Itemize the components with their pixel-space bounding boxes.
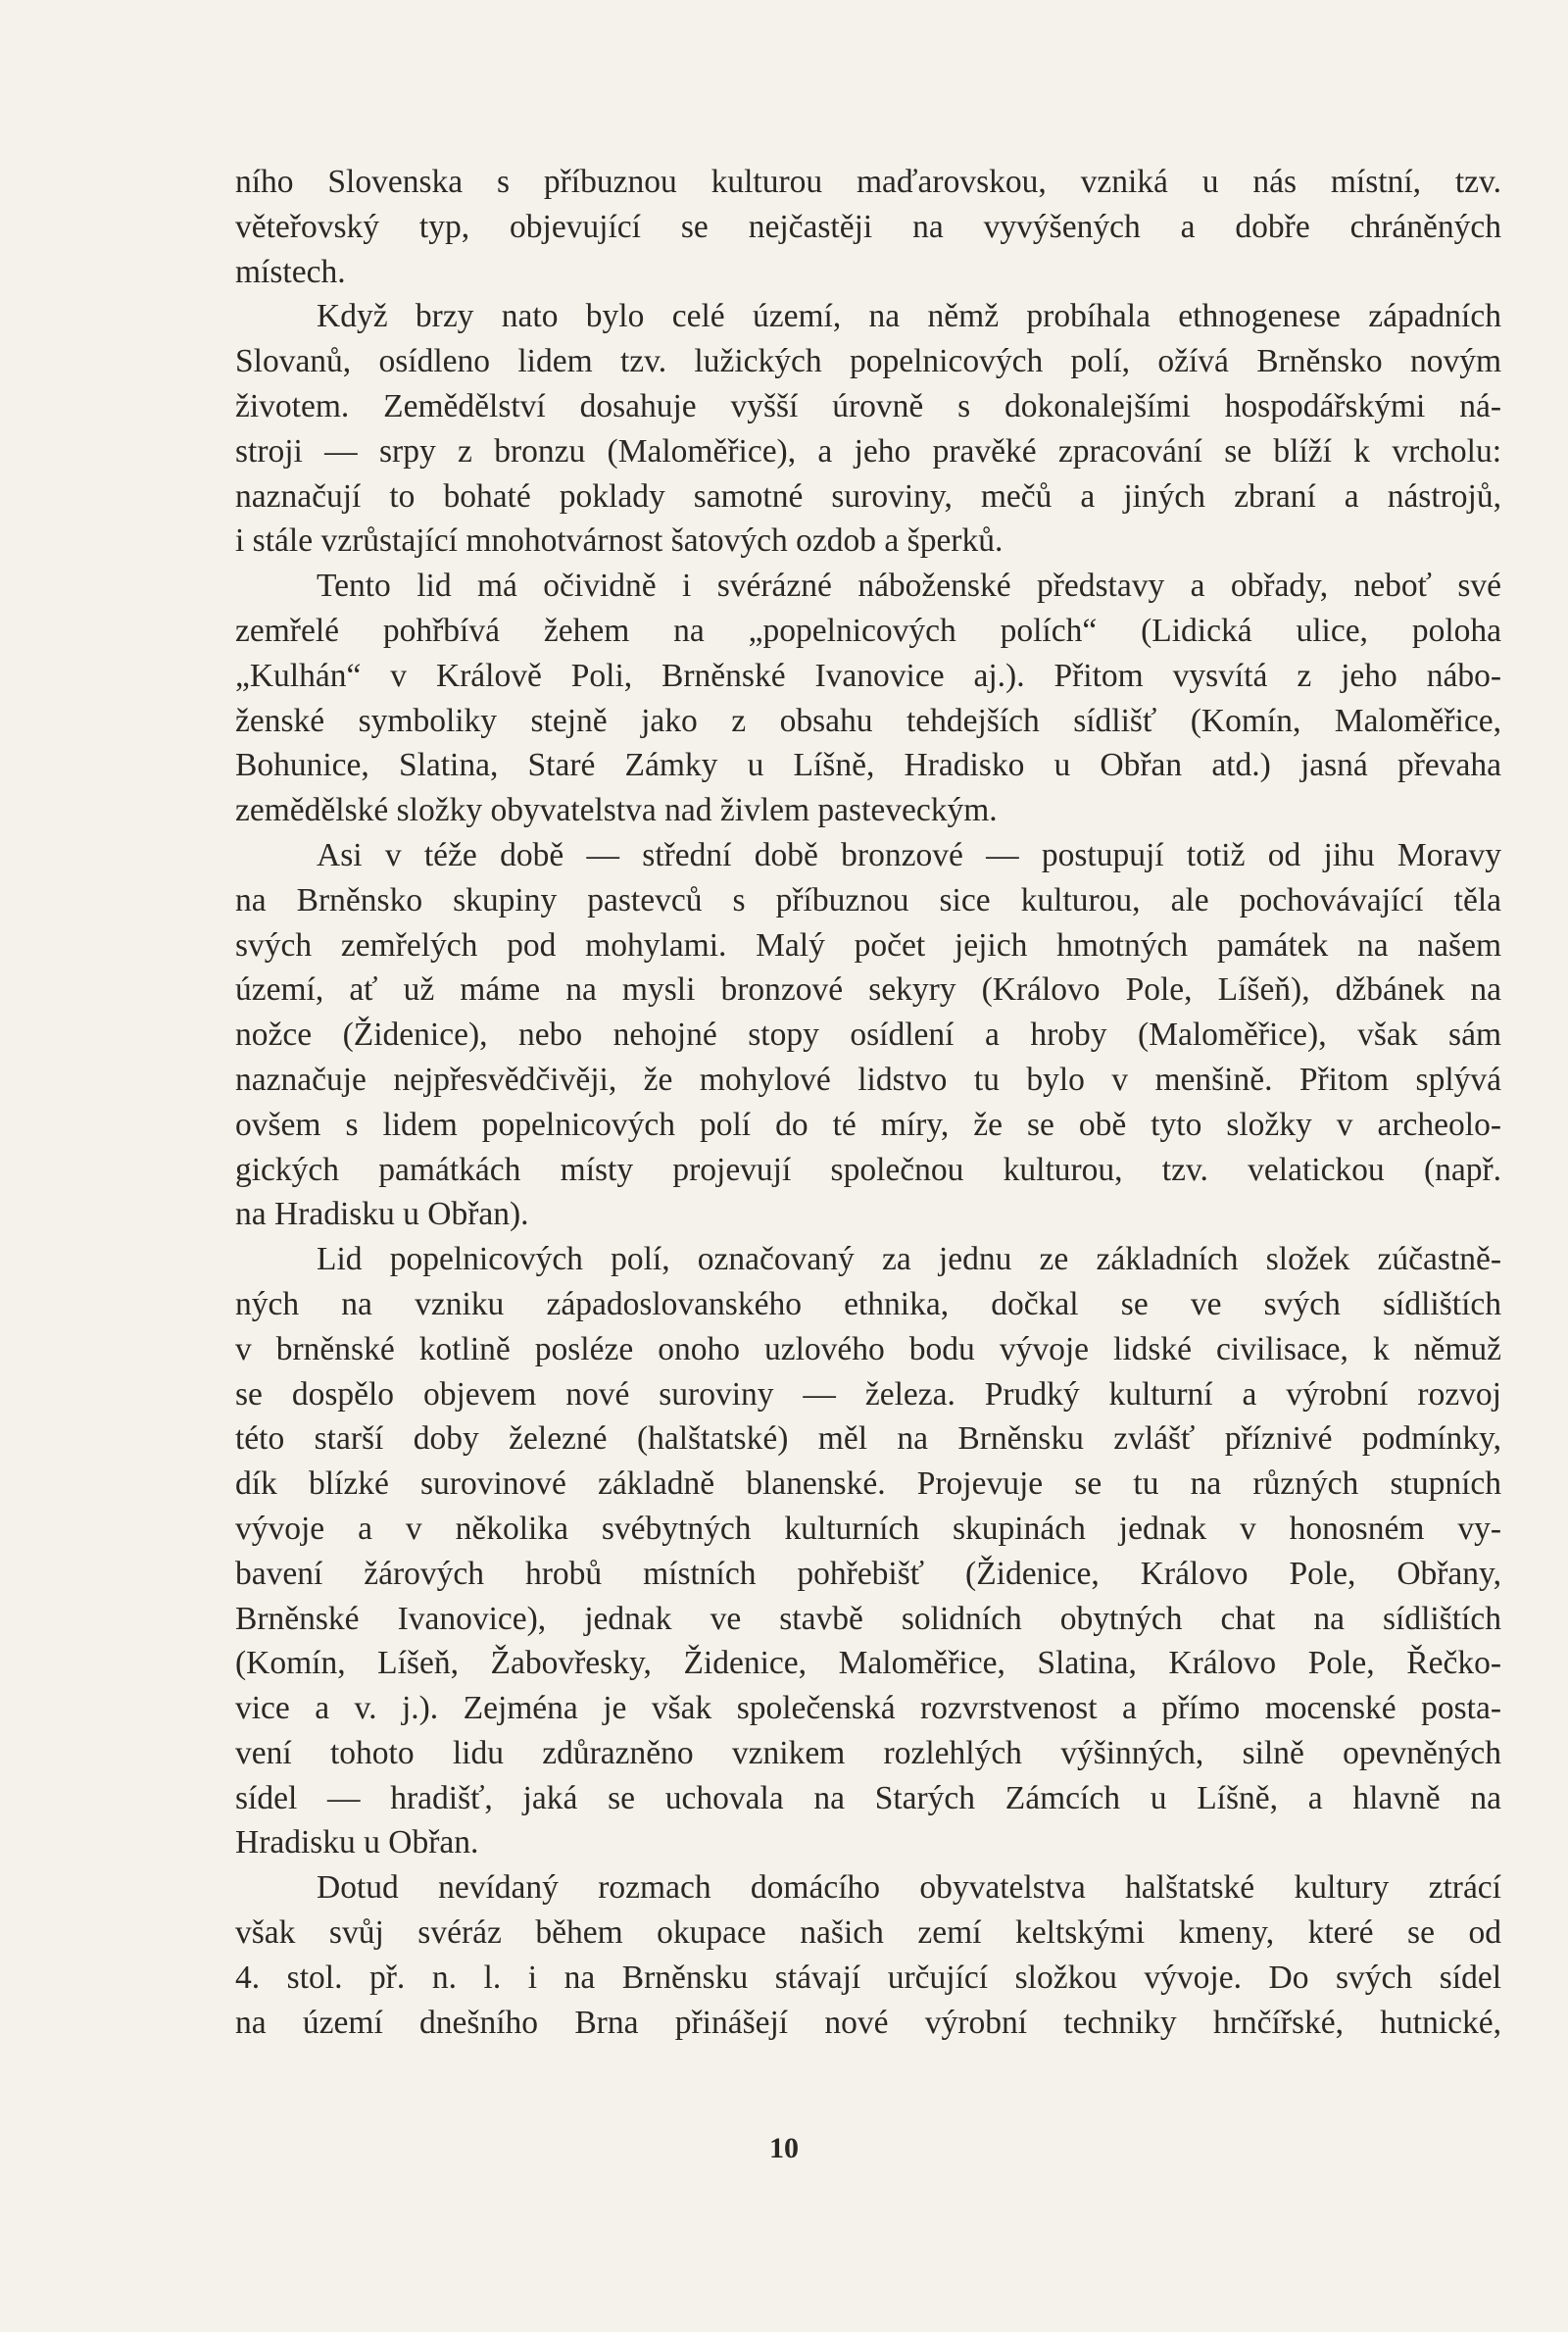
text-line: věteřovský typ, objevující se nejčastěji na vyvýšených a dobře chráněných — [235, 208, 1501, 245]
text-line: území, ať už máme na mysli bronzové sekyry (Královo Pole, Líšeň), džbánek na — [235, 971, 1501, 1009]
text-line: v brněnské kotlině posléze onoho uzlového bodu vývoje lidské civilisace, k němuž — [235, 1330, 1501, 1367]
paragraph-start-line: Asi v téže době — střední době bronzové — postupují totiž od jihu Moravy — [317, 836, 1501, 873]
text-line: naznačují to bohaté poklady samotné suroviny, mečů a jiných zbraní a nástrojů, — [235, 477, 1501, 515]
text-line: ovšem s lidem popelnicových polí do té míry, že se obě tyto složky v archeolo- — [235, 1106, 1501, 1143]
text-line: dík blízké surovinové základně blanenské. Projevuje se tu na různých stupních — [235, 1465, 1501, 1503]
text-line: Bohunice, Slatina, Staré Zámky u Líšně, Hradisko u Obřan atd.) jasná převaha — [235, 747, 1501, 784]
paragraph-start-line: Lid popelnicových polí, označovaný za jednu ze základních složek zúčastně- — [317, 1241, 1501, 1278]
text-line: (Komín, Líšeň, Žabovřesky, Židenice, Maloměřice, Slatina, Královo Pole, Řečko- — [235, 1645, 1501, 1682]
text-line: naznačuje nejpřesvědčivěji, že mohylové lidstvo tu bylo v menšině. Přitom splývá — [235, 1061, 1501, 1098]
text-line: nožce (Židenice), nebo nehojné stopy osídlení a hroby (Maloměřice), však sám — [235, 1017, 1501, 1054]
paragraph-start-line: Dotud nevídaný rozmach domácího obyvatelstva halštatské kultury ztrácí — [317, 1869, 1501, 1907]
text-line: zemědělské složky obyvatelstva nad živlem pasteveckým. — [235, 792, 998, 829]
page-number: 10 — [769, 2132, 799, 2164]
text-line: i stále vzrůstající mnohotvárnost šatových ozdob a šperků. — [235, 522, 1004, 560]
paragraph-start-line: Tento lid má očividně i svérázné náboženské představy a obřady, neboť své — [317, 568, 1501, 605]
text-line: Slovanů, osídleno lidem tzv. lužických popelnicových polí, ožívá Brněnsko novým — [235, 343, 1501, 380]
text-line: svých zemřelých pod mohylami. Malý počet jejich hmotných památek na našem — [235, 926, 1501, 964]
text-line: 4. stol. př. n. l. i na Brněnsku stávají určující složkou vývoje. Do svých sídel — [235, 1959, 1501, 1996]
text-line: sídel — hradišť, jaká se uchovala na Starých Zámcích u Líšně, a hlavně na — [235, 1779, 1501, 1816]
body-text — [235, 160, 1501, 2045]
text-line: ního Slovenska s příbuznou kulturou maďarovskou, vzniká u nás místní, tzv. — [235, 164, 1501, 200]
text-line: na Brněnsko skupiny pastevců s příbuznou sice kulturou, ale pochovávající těla — [235, 881, 1501, 918]
text-line: vývoje a v několika svébytných kulturních skupinách jednak v honosném vy- — [235, 1510, 1501, 1547]
text-line: ženské symboliky stejně jako z obsahu tehdejších sídlišť (Komín, Maloměřice, — [235, 702, 1501, 739]
text-line: této starší doby železné (halštatské) měl na Brněnsku zvlášť příznivé podmínky, — [235, 1420, 1501, 1458]
text-line: se dospělo objevem nové suroviny — železa. Prudký kulturní a výrobní rozvoj — [235, 1375, 1501, 1413]
text-line: vice a v. j.). Zejména je však společenská rozvrstvenost a přímo mocenské posta- — [235, 1690, 1501, 1727]
text-line: „Kulhán“ v Králově Poli, Brněnské Ivanovice aj.). Přitom vysvítá z jeho nábo- — [235, 657, 1501, 694]
paragraph-start-line: Když brzy nato bylo celé území, na němž probíhala ethnogenese západních — [317, 298, 1501, 335]
text-line: na Hradisku u Obřan). — [235, 1196, 529, 1233]
text-line: však svůj svéráz během okupace našich zemí keltskými kmeny, které se od — [235, 1914, 1501, 1952]
text-line: životem. Zemědělství dosahuje vyšší úrovně s dokonalejšími hospodářskými ná- — [235, 387, 1501, 424]
text-line: gických památkách místy projevují společnou kulturou, tzv. velatickou (např. — [235, 1151, 1501, 1188]
text-line: na území dnešního Brna přinášejí nové výrobní techniky hrnčířské, hutnické, — [235, 2004, 1501, 2041]
text-line: zemřelé pohřbívá žehem na „popelnicových polích“ (Lidická ulice, poloha — [235, 612, 1501, 649]
text-line: Hradisku u Obřan. — [235, 1824, 479, 1861]
text-line: bavení žárových hrobů místních pohřebišť (Židenice, Královo Pole, Obřany, — [235, 1555, 1501, 1592]
text-line: stroji — srpy z bronzu (Maloměřice), a jeho pravěké zpracování se blíží k vrcholu: — [235, 432, 1501, 470]
text-line: Brněnské Ivanovice), jednak ve stavbě solidních obytných chat na sídlištích — [235, 1600, 1501, 1637]
text-line: vení tohoto lidu zdůrazněno vznikem rozlehlých výšinných, silně opevněných — [235, 1734, 1501, 1771]
text-line: ných na vzniku západoslovanského ethnika, dočkal se ve svých sídlištích — [235, 1285, 1501, 1322]
text-line: místech. — [235, 253, 346, 290]
